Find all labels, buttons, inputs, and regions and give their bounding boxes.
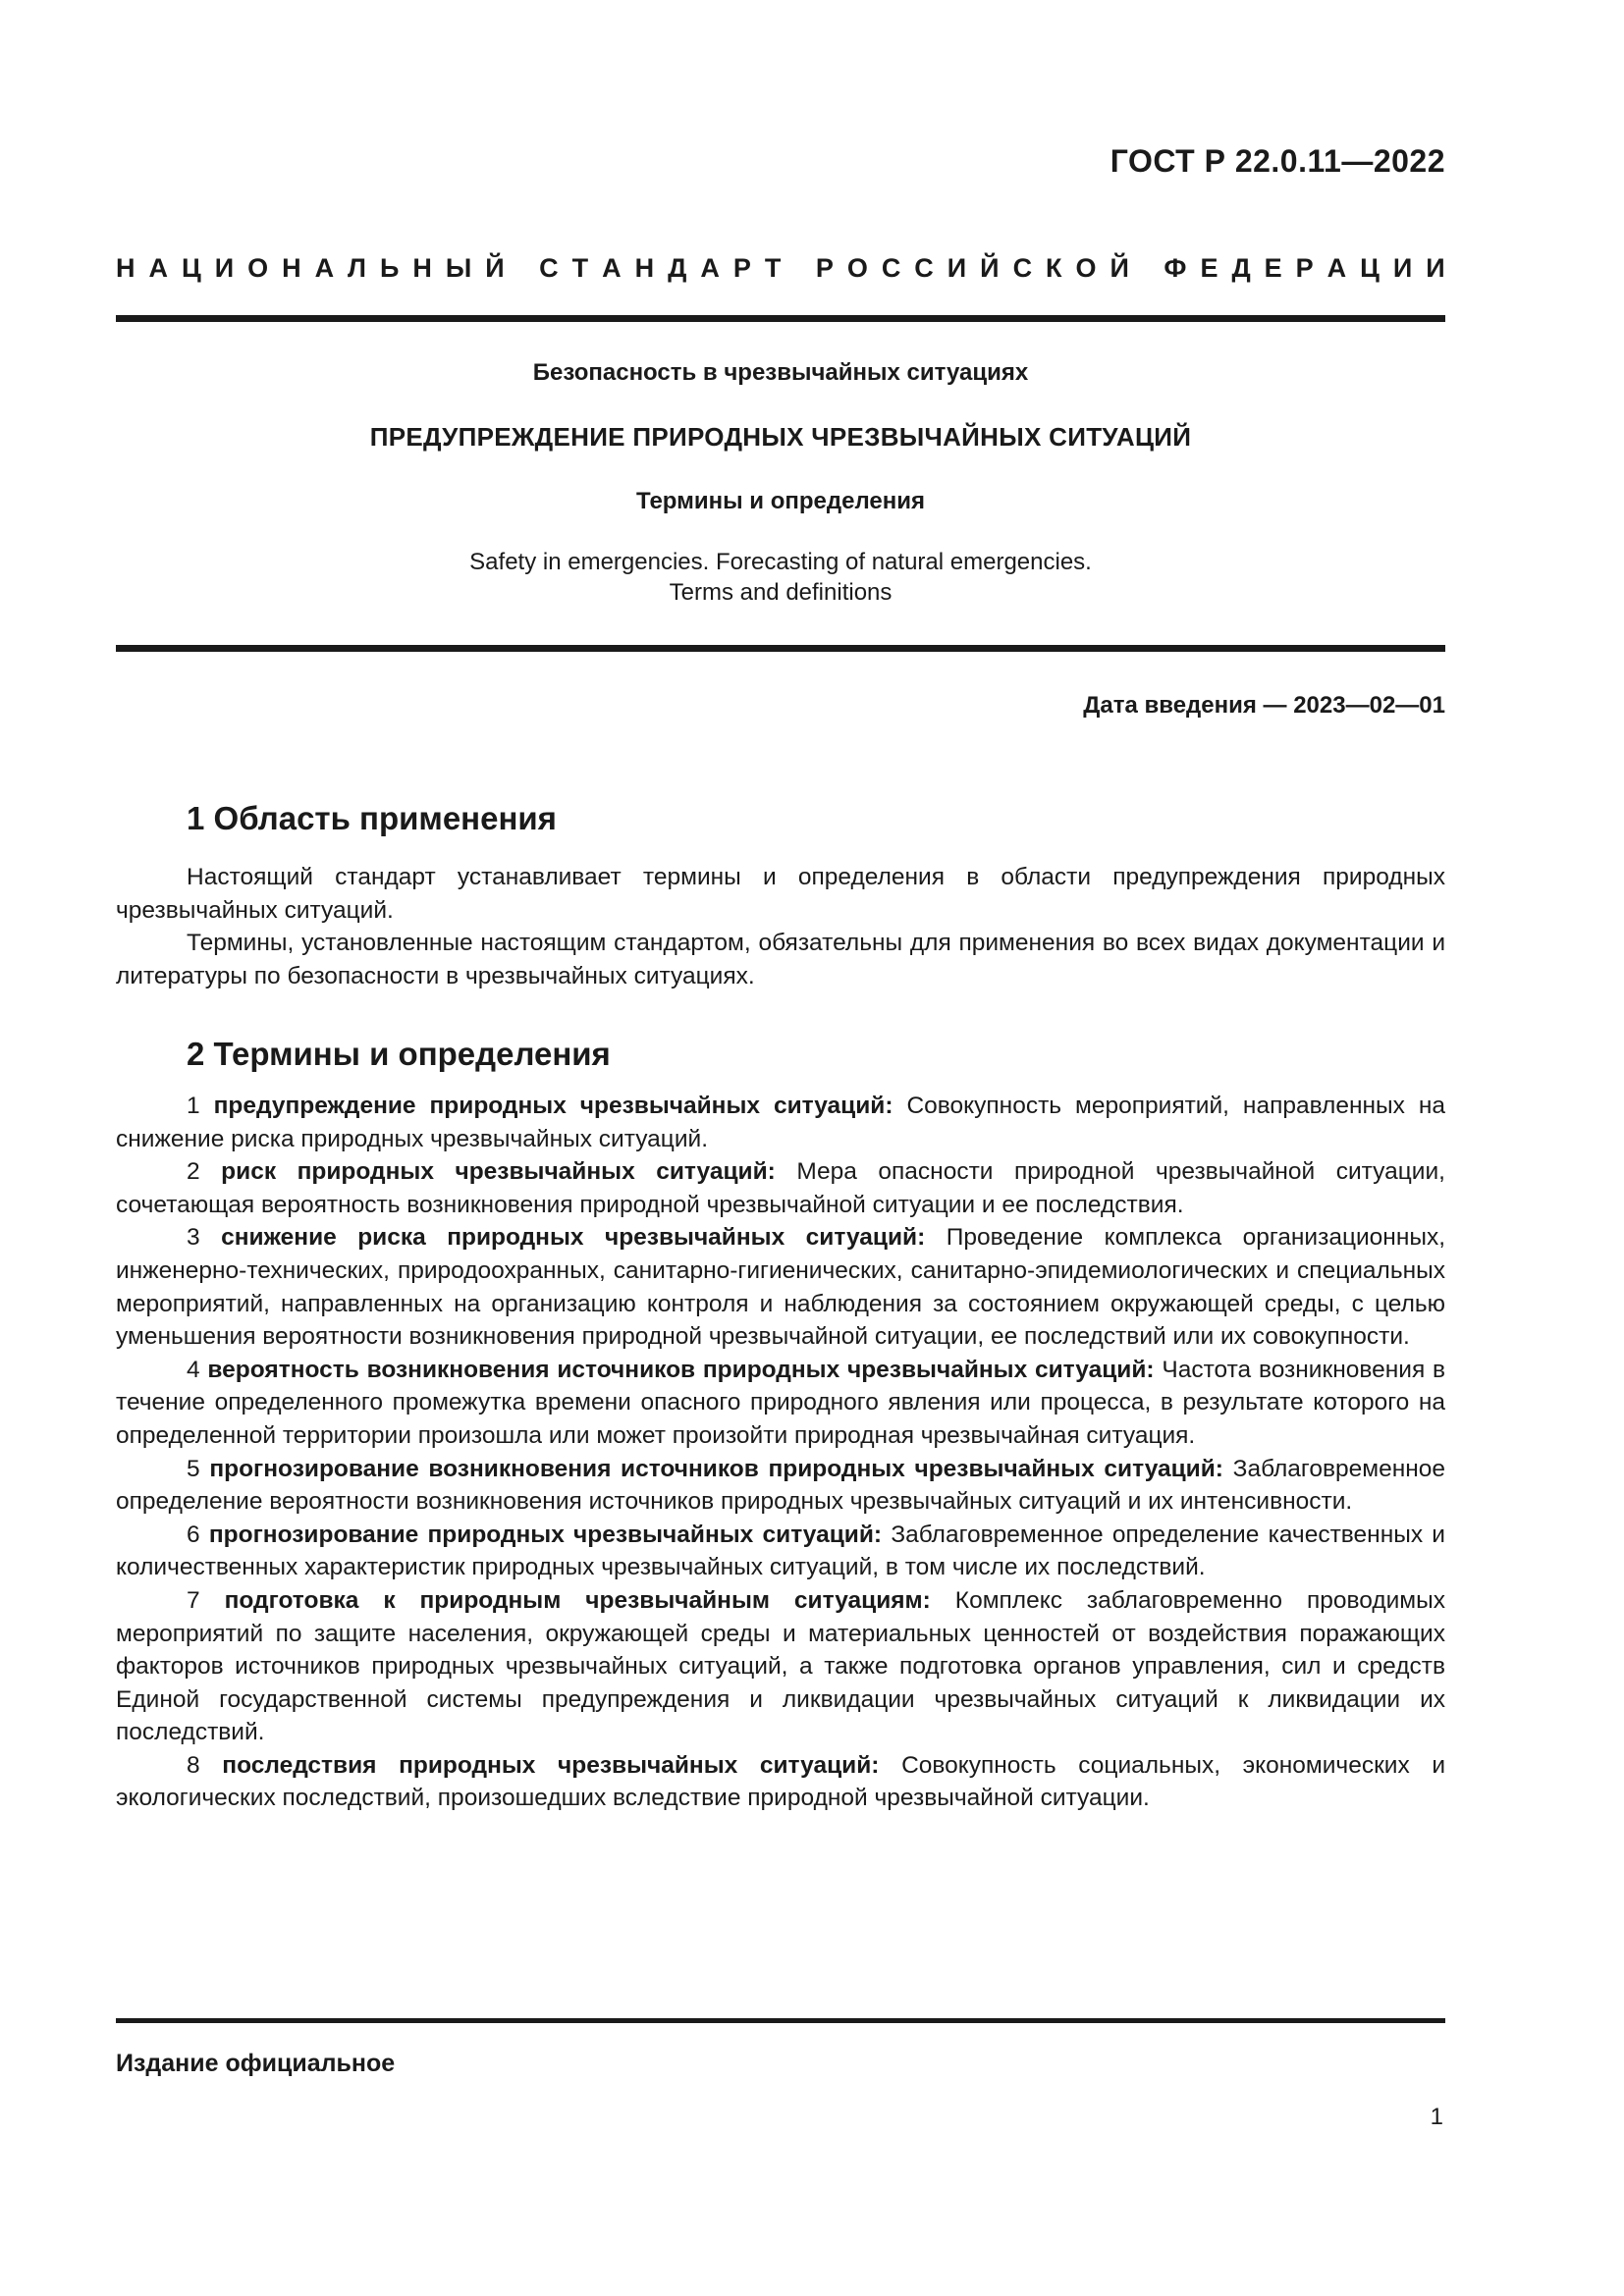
english-title-line-2: Terms and definitions [669,579,893,606]
term-entry [116,1090,1445,1155]
banner-letter: Н [412,253,432,283]
banner-letter: О [1075,253,1097,283]
official-edition-label: Издание официальное [116,2050,396,2077]
banner-letter: О [247,253,269,283]
banner-letter: Ф [1164,253,1187,283]
document-code: ГОСТ Р 22.0.11—2022 [1110,143,1445,179]
page-number: 1 [1430,2104,1443,2130]
term-definition: Совокупность мероприятий, направленных на снижение риска природных чрезвычайных ситуаций. [116,1093,1445,1152]
main-title: ПРЕДУПРЕЖДЕНИЕ ПРИРОДНЫХ ЧРЕЗВЫЧАЙНЫХ СИТУАЦИЙ [369,422,1192,452]
section-2-heading: 2 Термины и определения [187,1036,611,1072]
introduction-date: Дата введения — 2023—02—01 [1083,692,1445,719]
banner-letter: Ь [379,253,400,283]
banner-letter: Т [571,253,589,283]
banner-letter: Й [1110,253,1129,283]
term-name: предупреждение природных чрезвычайных ситуаций: [213,1093,893,1119]
banner-letter: А [314,253,335,283]
term-name: прогнозирование природных чрезвычайных ситуаций: [208,1521,883,1548]
banner-letter [794,253,802,284]
banner-letter: Н [282,253,301,283]
term-number: 7 [187,1586,200,1614]
banner-letter: О [846,253,868,283]
term-number: 5 [187,1455,200,1482]
term-entry [116,1155,1445,1221]
term-name: риск природных чрезвычайных ситуаций: [221,1158,776,1186]
term-entry [116,1453,1445,1519]
banner-letter: Е [1200,253,1218,283]
banner-letter: Й [980,253,1000,283]
banner-letter [518,253,526,284]
banner-letter: А [1326,253,1347,283]
banner-letter: Р [732,253,751,283]
banner-letter: Н [634,253,655,283]
banner-letter: А [700,253,720,283]
banner-letter: Л [348,253,366,283]
term-number: 4 [187,1356,200,1383]
term-name: последствия природных чрезвычайных ситуаций: [222,1751,880,1779]
banner-letter: И [947,253,967,283]
term-name: прогнозирование возникновения источников природных чрезвычайных ситуаций: [209,1455,1223,1482]
terms-list [116,1090,1445,1815]
banner-letter: Й [485,253,505,283]
term-number: 1 [187,1093,200,1119]
term-name: подготовка к природным чрезвычайным ситуациям: [224,1586,931,1614]
banner-letter: Р [1295,253,1314,283]
banner-letter: Н [116,253,135,283]
banner-letter: С [1012,253,1033,283]
term-name: вероятность возникновения источников природных чрезвычайных ситуаций: [207,1356,1155,1383]
term-definition: Мера опасности природной чрезвычайной ситуации, сочетающая вероятность возникновения природной чрезвычайной ситуации и ее последствия. [116,1158,1445,1218]
term-name: снижение риска природных чрезвычайных ситуаций: [221,1224,926,1252]
section-1-body [116,861,1445,992]
term-number: 6 [187,1521,200,1548]
term-number: 3 [187,1224,200,1252]
term-entry [116,1749,1445,1815]
term-definition: Комплекс заблаговременно проводимых мероприятий по защите населения, окружающей среды и материальных ценностей от воздействия поражающих факторов источников природных чрезвычайных ситуаций, а также подготовка органов управления, сил и средств Единой государственной системы предупреждения и ликвидации чрезвычайных ситуаций к ликвидации их последствий. [116,1586,1446,1746]
term-entry [116,1584,1445,1749]
term-definition: Частота возникновения в течение определенного промежутка времени опасного природного явления или процесса, в результате которого на определенной территории произошла или может произойти природная чрезвычайная ситуация. [116,1356,1446,1449]
banner-letter: Т [764,253,782,283]
banner-letter: Д [668,253,687,283]
term-entry [116,1519,1445,1584]
banner-letter: И [1392,253,1413,283]
term-number: 8 [187,1751,200,1779]
banner-letter: Е [1264,253,1282,283]
banner-letter: К [1046,253,1062,283]
term-definition: Заблаговременное определение качественных и количественных характеристик природных чрезвычайных ситуаций, в том числе их последствий. [116,1521,1445,1581]
banner-letter: А [602,253,622,283]
banner-letter: И [214,253,235,283]
banner-letter: Ц [1360,253,1380,283]
english-title-line-1: Safety in emergencies. Forecasting of natural emergencies. [469,549,1092,575]
term-entry [116,1354,1445,1453]
banner-letter: Ы [445,253,472,283]
footer-rule [116,2018,1445,2023]
banner-letter: С [539,253,559,283]
banner-letter: С [914,253,934,283]
banner-letter: Р [815,253,834,283]
section-1-heading: 1 Область применения [187,800,557,836]
term-entry [116,1221,1445,1353]
section-1-paragraph: Термины, установленные настоящим стандартом, обязательны для применения во всех видах документации и литературы по безопасности в чрезвычайных ситуациях. [116,930,1445,989]
term-definition: Совокупность социальных, экономических и экологических последствий, произошедших вследствие природной чрезвычайной ситуации. [116,1751,1446,1812]
term-definition: Заблаговременное определение вероятности возникновения источников природных чрезвычайных ситуаций и их интенсивности. [116,1455,1446,1516]
top-rule [116,315,1445,322]
title-bottom-rule [116,645,1445,652]
section-1-paragraph: Настоящий стандарт устанавливает термины и определения в области предупреждения природных чрезвычайных ситуаций. [116,864,1445,924]
english-title [116,547,1445,608]
term-definition: Проведение комплекса организационных, инженерно-технических, природоохранных, санитарно-гигиенических, санитарно-эпидемиологических и специальных мероприятий, направленных на организацию контроля и наблюдения за состоянием окружающей среды, с целью уменьшения вероятности возникновения природной чрезвычайной ситуации, ее последствий или их совокупности. [116,1224,1446,1351]
subtitle: Термины и определения [635,488,926,514]
subject-line: Безопасность в чрезвычайных ситуациях [532,359,1029,386]
banner-letter: С [881,253,901,283]
banner-letter: И [1426,253,1445,283]
banner-letter [1143,253,1151,284]
banner-letter: Ц [181,253,201,283]
standard-banner [116,253,1445,284]
banner-letter: Д [1231,253,1251,283]
banner-letter: А [148,253,168,283]
term-number: 2 [187,1158,200,1186]
